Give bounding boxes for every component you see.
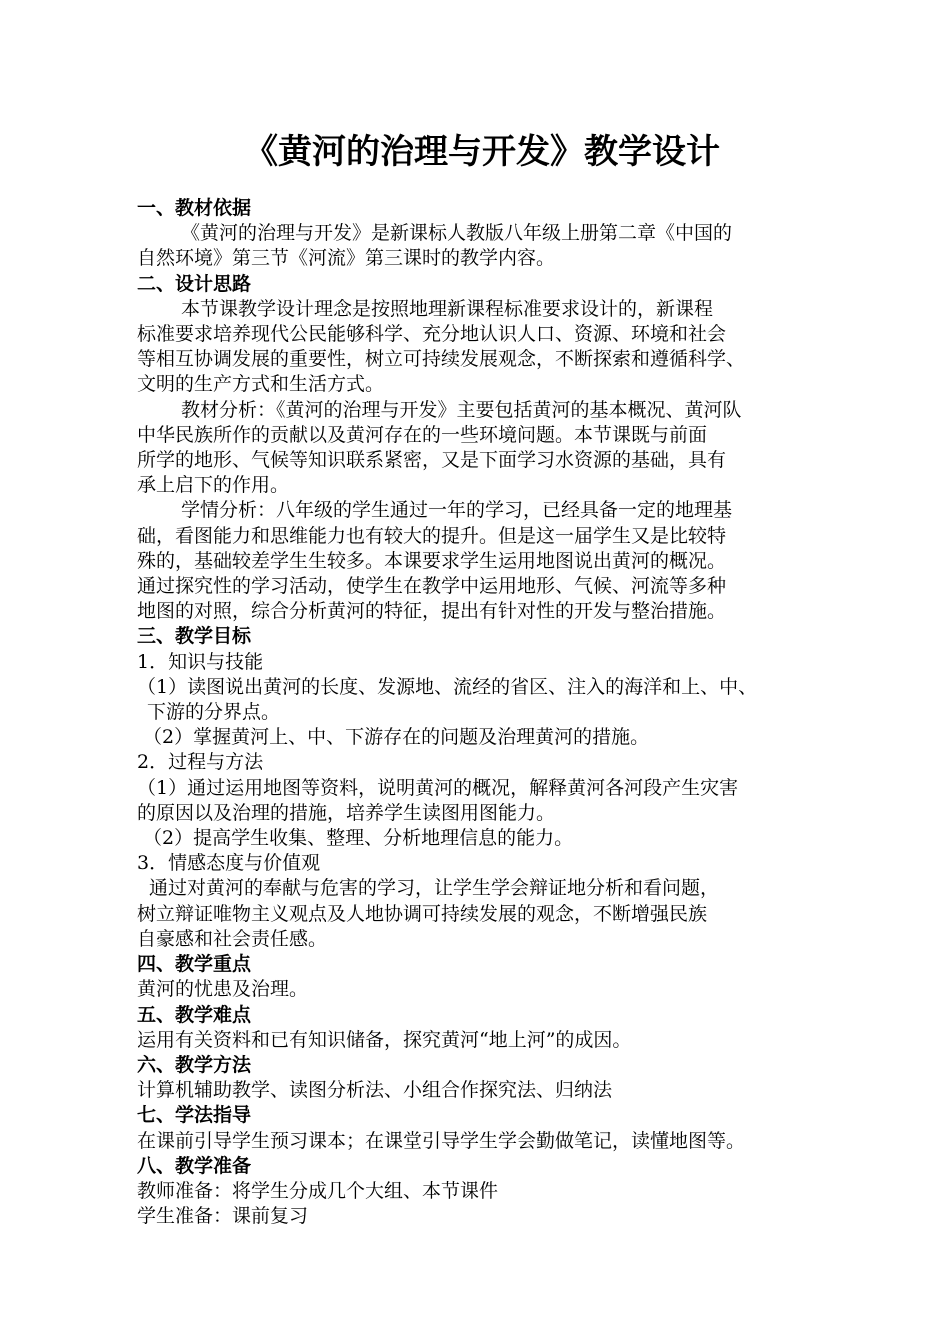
section-heading: 五、教学难点 bbox=[137, 1003, 252, 1026]
paragraph-line: （1）通过运用地图等资料，说明黄河的概况，解释黄河各河段产生灾害 bbox=[137, 776, 739, 799]
paragraph-line: 的原因以及治理的措施，培养学生读图用图能力。 bbox=[137, 801, 556, 824]
paragraph-line: 殊的，基础较差学生生较多。本课要求学生运用地图说出黄河的概况。 bbox=[137, 549, 727, 572]
paragraph-line: 运用有关资料和已有知识储备，探究黄河“地上河”的成因。 bbox=[137, 1028, 632, 1051]
paragraph-line: 文明的生产方式和生活方式。 bbox=[137, 373, 385, 396]
document-body bbox=[137, 196, 827, 1229]
paragraph-line: 学生准备：课前复习 bbox=[137, 1205, 309, 1228]
paragraph-line: （2）提高学生收集、整理、分析地理信息的能力。 bbox=[143, 827, 574, 850]
paragraph-line: 自豪感和社会责任感。 bbox=[137, 927, 328, 950]
paragraph-line: 教师准备：将学生分成几个大组、本节课件 bbox=[137, 1179, 499, 1202]
paragraph-line: 黄河的忧患及治理。 bbox=[137, 978, 309, 1001]
paragraph-line: 标准要求培养现代公民能够科学、充分地认识人口、资源、环境和社会 bbox=[137, 323, 727, 346]
paragraph-line: 地图的对照，综合分析黄河的特征，提出有针对性的开发与整治措施。 bbox=[137, 600, 727, 623]
document-page bbox=[137, 130, 827, 1229]
section-heading: 四、教学重点 bbox=[137, 953, 252, 976]
section-heading: 一、教材依据 bbox=[137, 197, 252, 219]
document-title: 《黄河的治理与开发》教学设计 bbox=[244, 132, 720, 172]
section-heading: 八、教学准备 bbox=[137, 1154, 252, 1177]
paragraph-line: 《黄河的治理与开发》是新课标人教版八年级上册第二章《中国的 bbox=[181, 222, 733, 245]
section-heading: 三、教学目标 bbox=[137, 625, 252, 648]
paragraph-line: 础，看图能力和思维能力也有较大的提升。但是这一届学生又是比较特 bbox=[137, 524, 727, 547]
paragraph-line: （2）掌握黄河上、中、下游存在的问题及治理黄河的措施。 bbox=[143, 726, 650, 749]
paragraph-line: 自然环境》第三节《河流》第三课时的教学内容。 bbox=[137, 247, 556, 270]
paragraph-line: 教材分析：《黄河的治理与开发》主要包括黄河的基本概况、黄河队 bbox=[181, 398, 742, 421]
section-heading: 六、教学方法 bbox=[137, 1053, 252, 1076]
paragraph-line: 1．知识与技能 bbox=[137, 650, 264, 673]
paragraph-line: 树立辩证唯物主义观点及人地协调可持续发展的观念，不断增强民族 bbox=[137, 902, 708, 925]
paragraph-line: 中华民族所作的贡献以及黄河存在的一些环境问题。本节课既与前面 bbox=[137, 423, 708, 446]
paragraph-line: 计算机辅助教学、读图分析法、小组合作探究法、归纳法 bbox=[137, 1079, 613, 1102]
paragraph-line: 学情分析：八年级的学生通过一年的学习，已经具备一定的地理基 bbox=[181, 499, 733, 522]
paragraph-line: 3．情感态度与价值观 bbox=[137, 852, 321, 875]
paragraph-line: 所学的地形、气候等知识联系紧密，又是下面学习水资源的基础，具有 bbox=[137, 449, 727, 472]
paragraph-line: （1）读图说出黄河的长度、发源地、流经的省区、注入的海洋和上、中、 bbox=[137, 675, 758, 698]
paragraph-line: 承上启下的作用。 bbox=[137, 474, 290, 497]
section-heading: 二、设计思路 bbox=[137, 272, 252, 295]
paragraph-line: 本节课教学设计理念是按照地理新课程标准要求设计的，新课程 bbox=[181, 297, 714, 320]
paragraph-line: 在课前引导学生预习课本；在课堂引导学生学会勤做笔记，读懂地图等。 bbox=[137, 1129, 746, 1152]
paragraph-line: 通过探究性的学习活动，使学生在教学中运用地形、气候、河流等多种 bbox=[137, 575, 727, 598]
paragraph-line: 2．过程与方法 bbox=[137, 751, 264, 774]
section-heading: 七、学法指导 bbox=[137, 1104, 252, 1127]
paragraph-line: 等相互协调发展的重要性，树立可持续发展观念，不断探索和遵循科学、 bbox=[137, 348, 746, 371]
paragraph-line: 通过对黄河的奉献与危害的学习，让学生学会辩证地分析和看问题， bbox=[149, 877, 720, 900]
paragraph-line: 下游的分界点。 bbox=[147, 701, 281, 724]
